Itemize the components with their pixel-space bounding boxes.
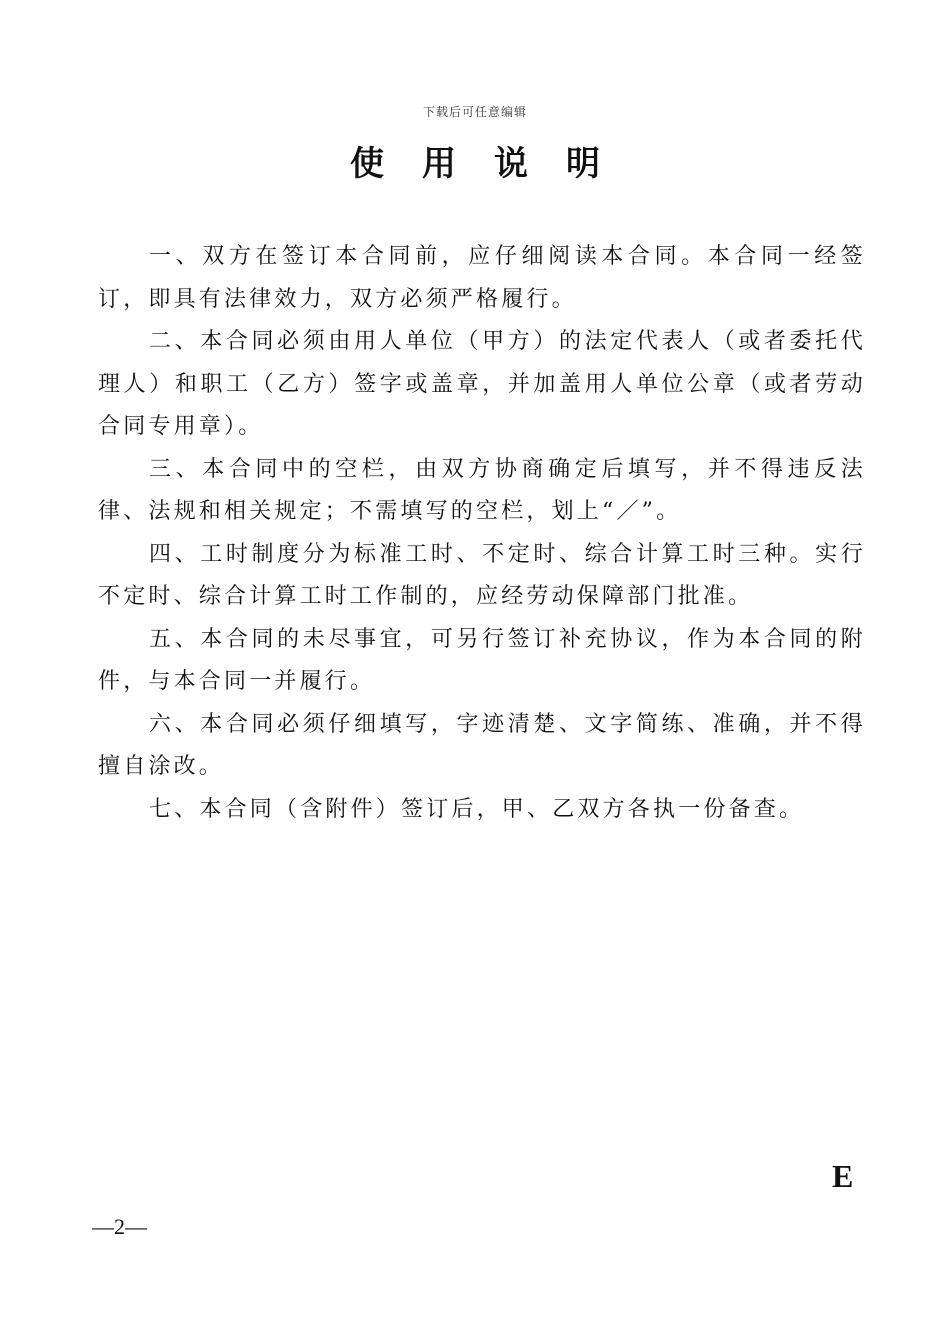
instruction-paragraph-4: 四、工时制度分为标准工时、不定时、综合计算工时三种。实行不定时、综合计算工时工作制的，应经劳动保障部门批准。 [98,541,866,609]
instruction-paragraph-2: 二、本合同必须由用人单位（甲方）的法定代表人（或者委托代理人）和职工（乙方）签字或盖章，并加盖用人单位公章（或者劳动合同专用章）。 [98,329,866,439]
instruction-paragraph-6: 六、本合同必须仔细填写，字迹清楚、文字简练、准确，并不得擅自涂改。 [98,711,866,779]
header-watermark: 下载后可任意编辑 [422,105,527,119]
instructions-body [98,236,866,831]
page-title: 使用说明 [350,144,638,184]
instruction-paragraph-3: 三、本合同中的空栏，由双方协商确定后填写，并不得违反法律、法规和相关规定；不需填写的空栏，划上“／”。 [98,456,866,524]
page-number: —2— [92,1214,147,1239]
instruction-paragraph-5: 五、本合同的未尽事宜，可另行签订补充协议，作为本合同的附件，与本合同一并履行。 [98,626,866,694]
instruction-paragraph-1: 一、双方在签订本合同前，应仔细阅读本合同。本合同一经签订，即具有法律效力，双方必须严格履行。 [98,244,866,312]
corner-mark: E [832,1158,854,1194]
instruction-paragraph-7: 七、本合同（含附件）签订后，甲、乙双方各执一份备查。 [149,796,805,822]
